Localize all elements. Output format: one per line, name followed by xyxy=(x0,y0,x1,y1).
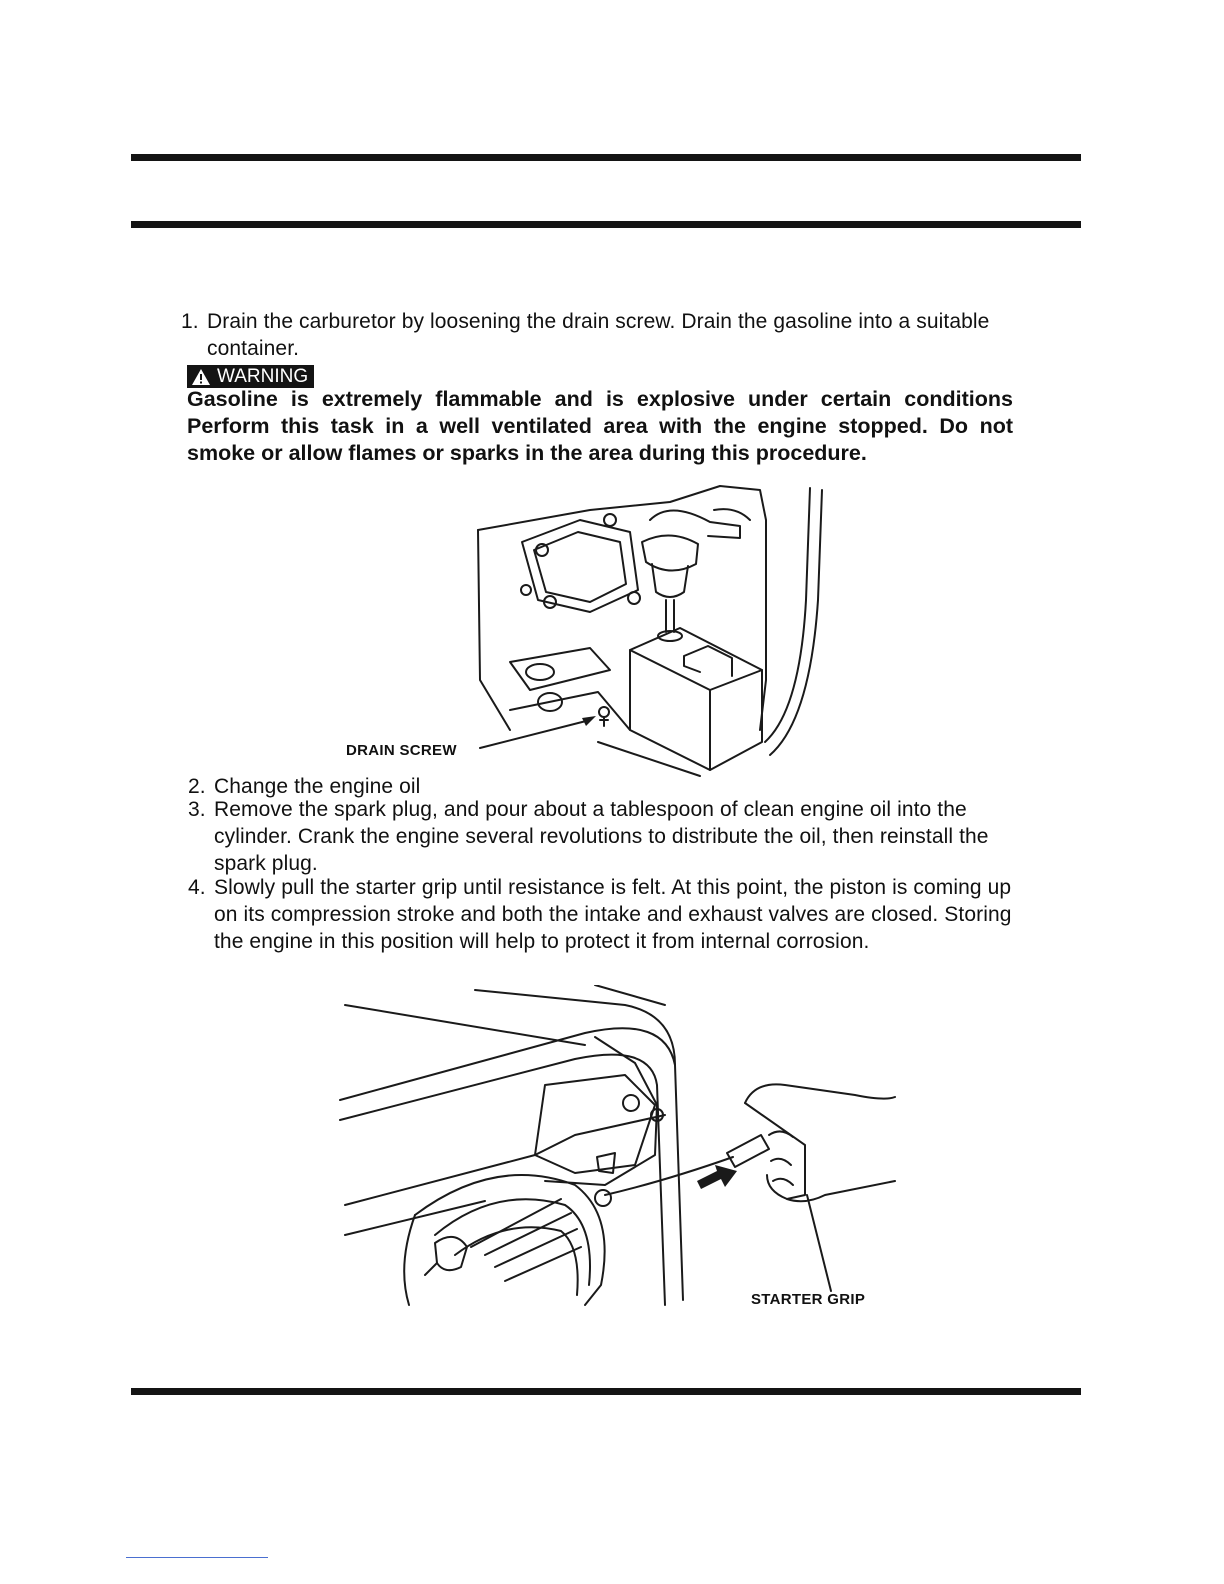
step-3 xyxy=(188,796,1028,877)
warning-text: Gasoline is extremely flammable and is explosive under certain conditions Perform this task in a well ventilated area with the engine stopped. Do not smoke or allow flames or sparks in the area during this procedure. xyxy=(187,387,1013,465)
step-1-number: 1. xyxy=(181,310,199,333)
header-rule-top xyxy=(131,154,1081,161)
step-4 xyxy=(188,874,1028,955)
step-1-text: Drain the carburetor by loosening the drain screw. Drain the gasoline into a suitable container. xyxy=(207,310,990,360)
step-2-number: 2. xyxy=(188,775,206,798)
step-1 xyxy=(181,308,1011,362)
step-3-number: 3. xyxy=(188,798,206,821)
step-4-number: 4. xyxy=(188,876,206,899)
warning-triangle-icon xyxy=(191,368,211,386)
warning-label xyxy=(187,365,314,388)
footer-underline xyxy=(126,1557,268,1558)
warning-label-text: WARNING xyxy=(217,366,309,387)
step-3-text: Remove the spark plug, and pour about a tablespoon of clean engine oil into the cylinder. Crank the engine several revolutions to distribute the oil, then reinstall the spark plug. xyxy=(214,798,989,875)
carburetor-drain-illustration xyxy=(470,480,830,780)
step-2-text: Change the engine oil xyxy=(214,775,421,798)
footer-rule xyxy=(131,1388,1081,1395)
drain-screw-callout: DRAIN SCREW xyxy=(346,742,457,759)
step-4-text: Slowly pull the starter grip until resistance is felt. At this point, the piston is coming up on its compression stroke and both the intake and exhaust valves are closed. Storing the engine in this position will help to protect it from internal corrosion. xyxy=(214,876,1012,953)
starter-grip-callout: STARTER GRIP xyxy=(751,1291,866,1308)
header-rule-bottom xyxy=(131,221,1081,228)
starter-grip-illustration xyxy=(335,985,905,1320)
